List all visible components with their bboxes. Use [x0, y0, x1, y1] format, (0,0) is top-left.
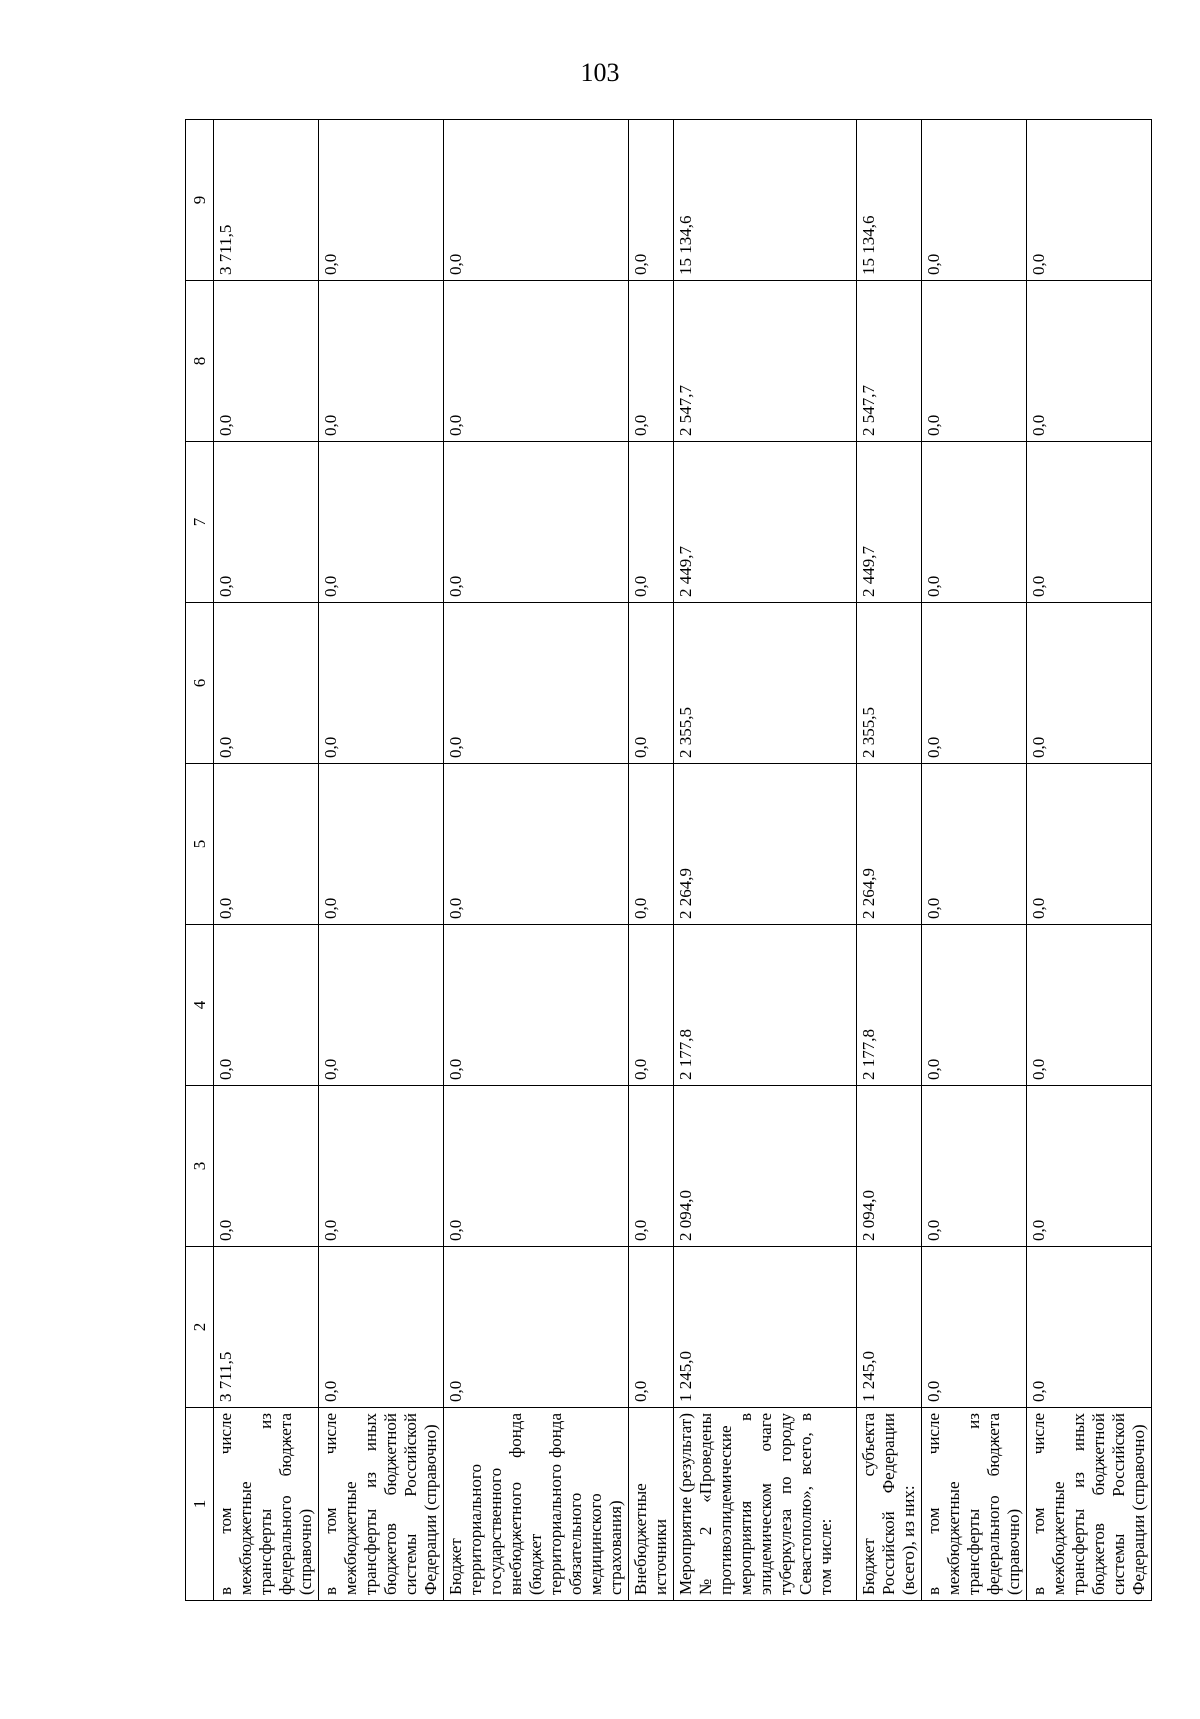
table-header-row	[186, 120, 214, 1601]
table-cell: 0,0	[629, 764, 674, 925]
column-header: 5	[186, 764, 214, 925]
table-cell: 0,0	[319, 1086, 444, 1247]
row-label: Бюджет территориального государственного внебюджетного фонда (бюджет территориального фонда обязательного медицинского страхования)	[444, 1408, 629, 1601]
table-row	[1027, 120, 1152, 1601]
column-header: 3	[186, 1086, 214, 1247]
table-row	[214, 120, 319, 1601]
table-cell: 0,0	[629, 442, 674, 603]
table-cell: 0,0	[319, 120, 444, 281]
table-cell: 0,0	[444, 603, 629, 764]
table-cell: 0,0	[1027, 1247, 1152, 1408]
column-header: 7	[186, 442, 214, 603]
table-row	[629, 120, 674, 1601]
row-label: в том числе межбюджетные трансферты из иных бюджетов бюджетной системы Российской Федерации (справочно)	[1027, 1408, 1152, 1601]
table-cell: 0,0	[319, 1247, 444, 1408]
table-cell: 2 094,0	[674, 1086, 857, 1247]
budget-table	[185, 119, 1152, 1601]
table-cell: 0,0	[1027, 120, 1152, 281]
table-cell: 2 264,9	[857, 764, 922, 925]
table-cell: 0,0	[214, 1086, 319, 1247]
table-cell: 0,0	[444, 1086, 629, 1247]
table-cell: 0,0	[444, 1247, 629, 1408]
table-cell: 2 094,0	[857, 1086, 922, 1247]
table-cell: 2 177,8	[857, 925, 922, 1086]
table-cell: 0,0	[214, 603, 319, 764]
table-cell: 0,0	[922, 281, 1027, 442]
row-label: Бюджет субъекта Российской Федерации (всего), из них:	[857, 1408, 922, 1601]
table-cell: 2 449,7	[674, 442, 857, 603]
table-cell: 15 134,6	[857, 120, 922, 281]
table-cell: 0,0	[444, 925, 629, 1086]
table-row	[857, 120, 922, 1601]
table-cell: 1 245,0	[674, 1247, 857, 1408]
table-cell: 0,0	[629, 603, 674, 764]
table-cell: 0,0	[214, 442, 319, 603]
table-cell: 0,0	[214, 764, 319, 925]
table-cell: 0,0	[629, 281, 674, 442]
table-row	[674, 120, 857, 1601]
table-cell: 0,0	[214, 925, 319, 1086]
column-header: 1	[186, 1408, 214, 1601]
table-cell: 0,0	[1027, 925, 1152, 1086]
table-cell: 2 449,7	[857, 442, 922, 603]
rotated-table-container	[185, 120, 1148, 1601]
row-label: Мероприятие (результат) № 2 «Проведены противоэпидемические мероприятия в эпидемическом очаге туберкулеза по городу Севастополю», всего, в том числе:	[674, 1408, 857, 1601]
table-cell: 2 355,5	[857, 603, 922, 764]
table-cell: 0,0	[444, 764, 629, 925]
table-row	[922, 120, 1027, 1601]
table-cell: 2 177,8	[674, 925, 857, 1086]
table-cell: 0,0	[214, 281, 319, 442]
table-cell: 0,0	[1027, 603, 1152, 764]
table-cell: 1 245,0	[857, 1247, 922, 1408]
table-cell: 0,0	[1027, 442, 1152, 603]
table-cell: 0,0	[922, 603, 1027, 764]
table-cell: 0,0	[1027, 764, 1152, 925]
table-cell: 0,0	[1027, 281, 1152, 442]
table-cell: 15 134,6	[674, 120, 857, 281]
table-cell: 0,0	[319, 603, 444, 764]
table-cell: 2 264,9	[674, 764, 857, 925]
table-cell: 0,0	[629, 1086, 674, 1247]
table-cell: 0,0	[922, 1086, 1027, 1247]
row-label: в том числе межбюджетные трансферты из иных бюджетов бюджетной системы Российской Федерации (справочно)	[319, 1408, 444, 1601]
table-cell: 0,0	[922, 120, 1027, 281]
table-cell: 0,0	[629, 1247, 674, 1408]
table-cell: 0,0	[922, 925, 1027, 1086]
table-cell: 0,0	[319, 764, 444, 925]
table-cell: 0,0	[444, 120, 629, 281]
table-cell: 0,0	[319, 281, 444, 442]
table-cell: 0,0	[922, 442, 1027, 603]
table-cell: 0,0	[319, 442, 444, 603]
table-cell: 0,0	[629, 120, 674, 281]
row-label: в том числе межбюджетные трансферты из федерального бюджета (справочно)	[214, 1408, 319, 1601]
table-cell: 0,0	[922, 1247, 1027, 1408]
table-cell: 3 711,5	[214, 120, 319, 281]
table-cell: 3 711,5	[214, 1247, 319, 1408]
table-row	[444, 120, 629, 1601]
table-cell: 2 355,5	[674, 603, 857, 764]
row-label: Внебюджетные источники	[629, 1408, 674, 1601]
table-cell: 0,0	[922, 764, 1027, 925]
table-cell: 2 547,7	[674, 281, 857, 442]
column-header: 8	[186, 281, 214, 442]
table-cell: 0,0	[444, 442, 629, 603]
table-row	[319, 120, 444, 1601]
table-cell: 0,0	[1027, 1086, 1152, 1247]
table-cell: 2 547,7	[857, 281, 922, 442]
table-cell: 0,0	[444, 281, 629, 442]
page-number: 103	[580, 58, 620, 87]
column-header: 2	[186, 1247, 214, 1408]
table-cell: 0,0	[629, 925, 674, 1086]
row-label: в том числе межбюджетные трансферты из федерального бюджета (справочно)	[922, 1408, 1027, 1601]
table-cell: 0,0	[319, 925, 444, 1086]
column-header: 4	[186, 925, 214, 1086]
column-header: 9	[186, 120, 214, 281]
column-header: 6	[186, 603, 214, 764]
